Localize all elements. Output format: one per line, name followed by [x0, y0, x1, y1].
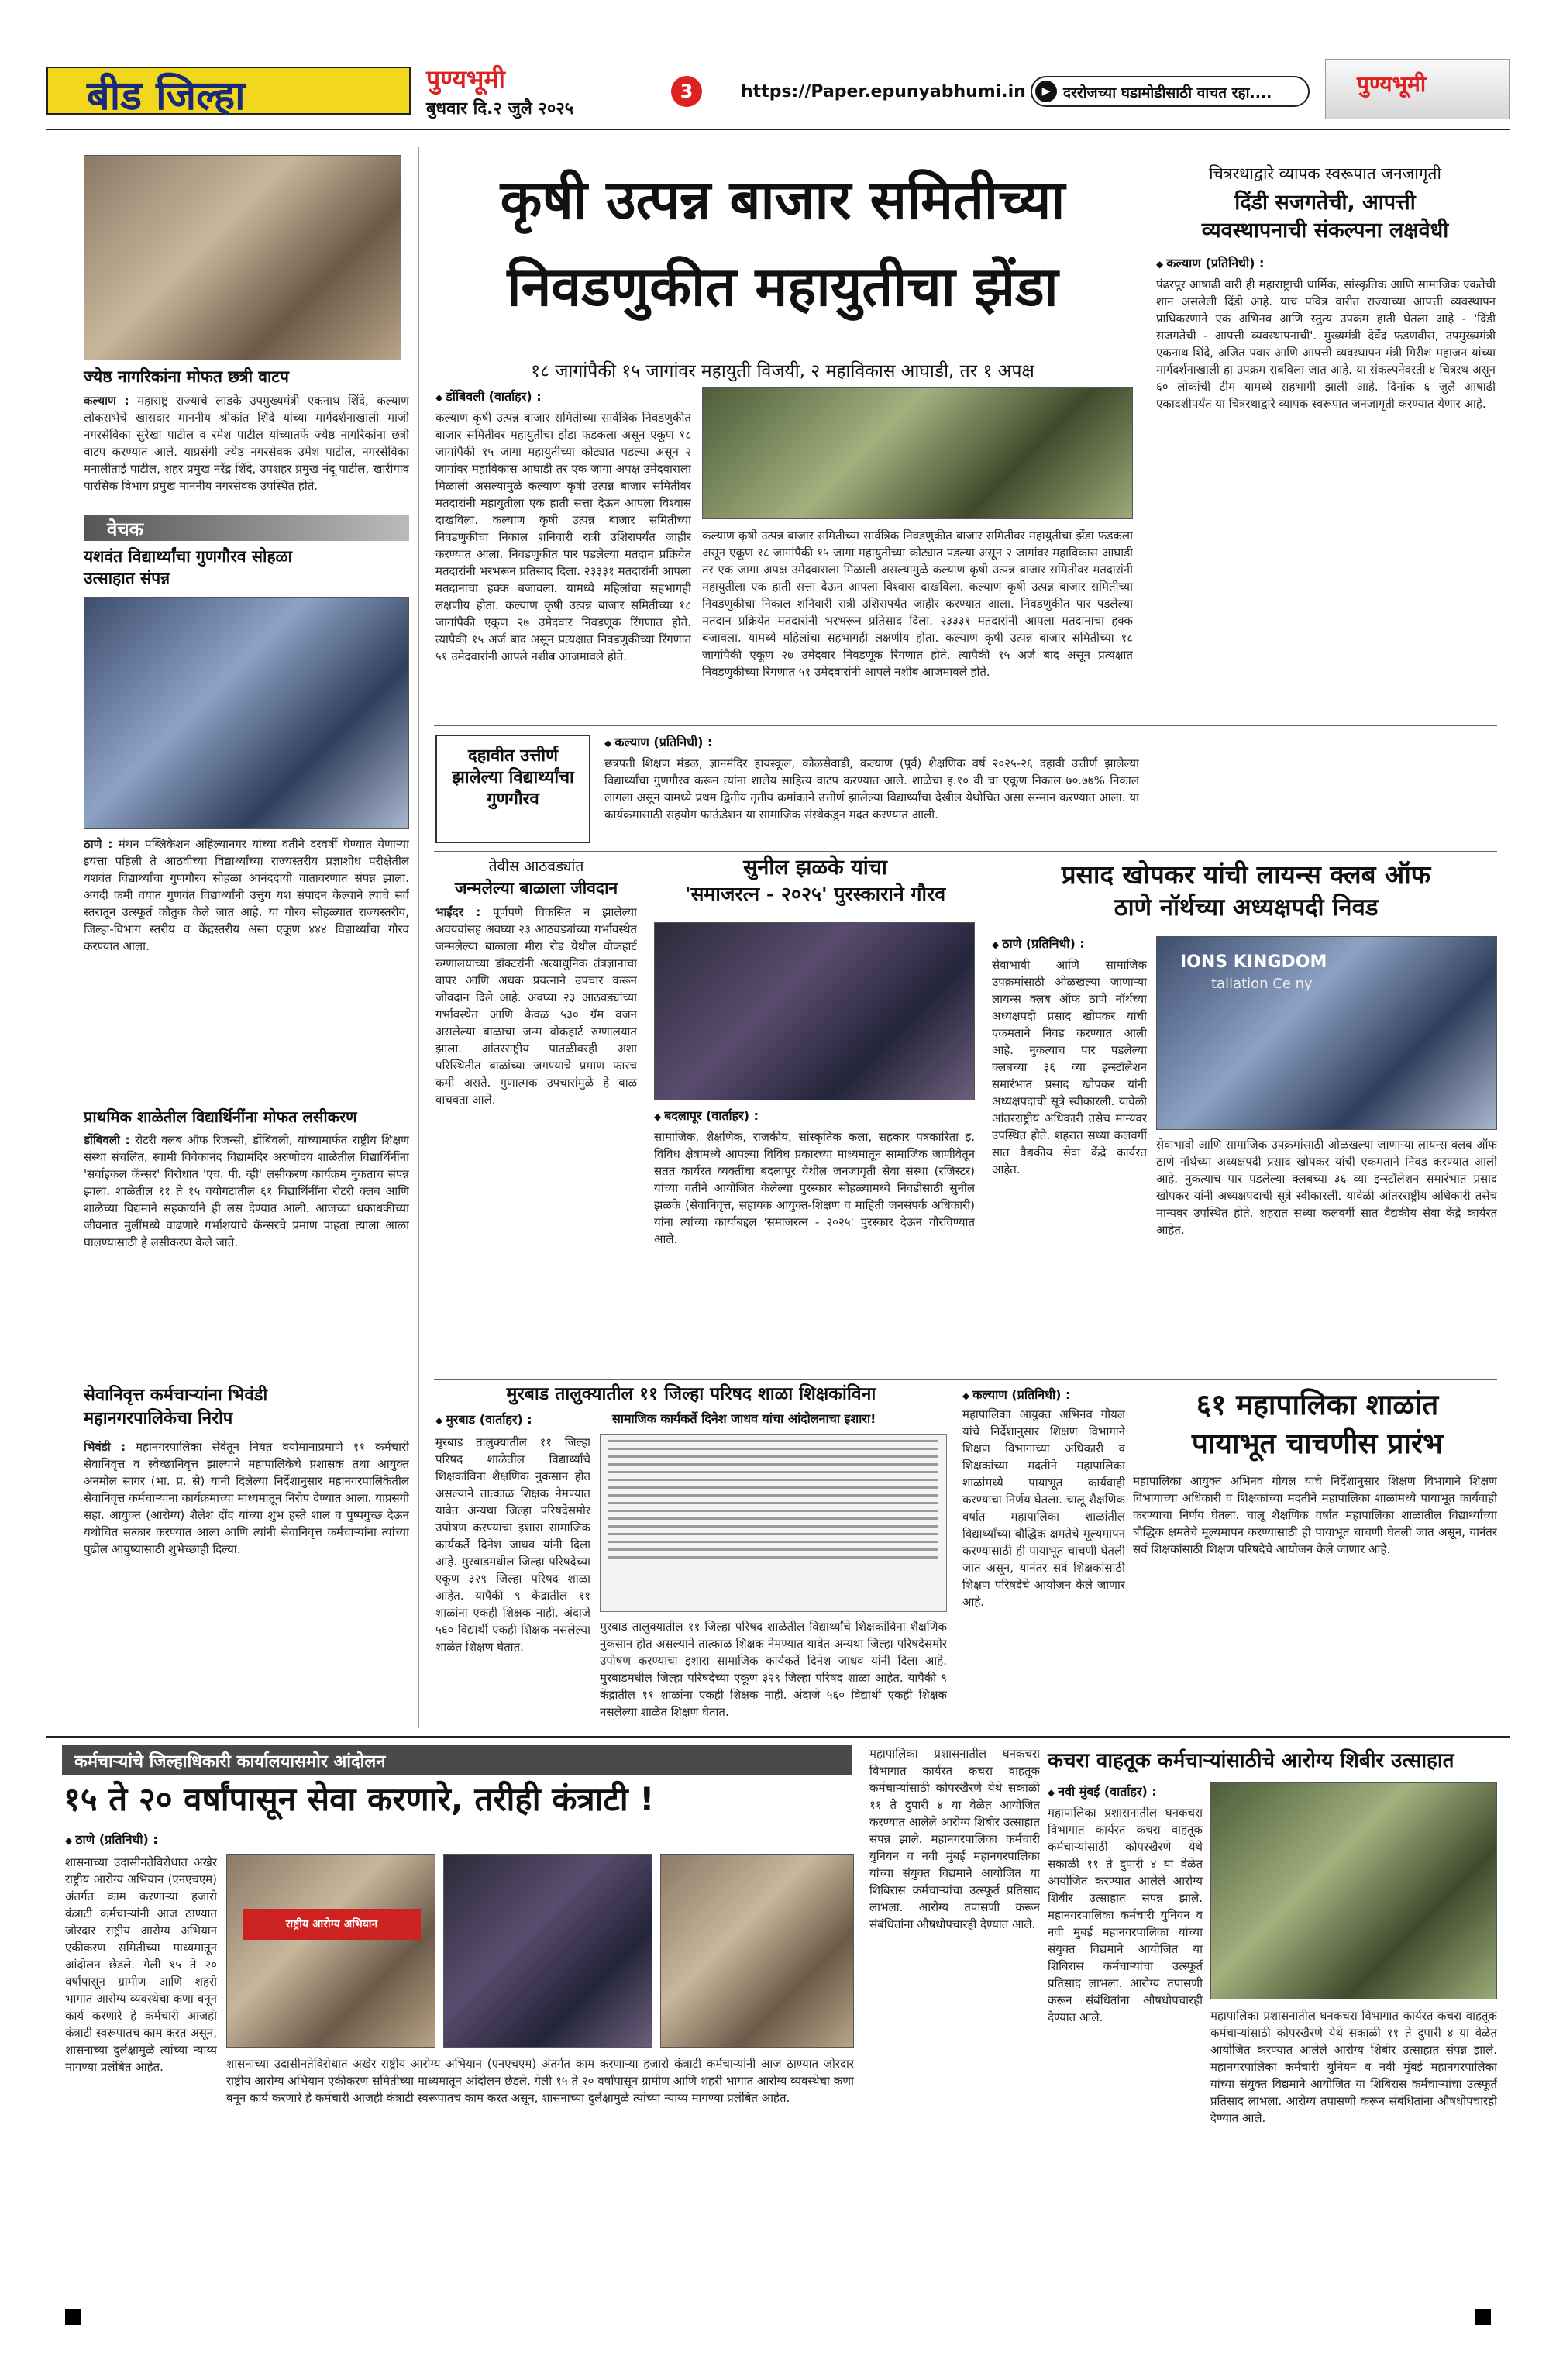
- umbrella-headline: ज्येष्ठ नागरिकांना मोफत छत्री वाटप: [84, 367, 289, 386]
- kachra-photo: [1210, 1782, 1497, 1999]
- masthead-rule: [46, 129, 1510, 130]
- bhiwandi-body: भिवंडी : महानगरपालिका सेवेतून नियत वयोमानाप्रमाणे ११ कर्मचारी सेवानिवृत्त व स्वेच्छानिवृत्त झाल्याने महापालिकेचे प्रशासक तथा आयुक्त अनमोल सागर (भा. प्र. से) यांनी दिलेल्या निर्देशानुसार महानगरपालिकेतील सेवानिवृत्त कर्मचाऱ्यांना कार्यक्रमाच्या माध्यमातून निरोप देण्यात आला. याप्रसंगी सहा. आयुक्त (आरोग्य) शैलेश दोंद यांच्या शुभ हस्ते शाल व पुष्पगुच्छ देऊन यथोचित सत्कार करण्यात आला आणि त्यांनी सेवानिवृत्त कर्मचाऱ्यांना त्यांच्या पुढील आयुष्यासाठी शुभेच्छाही दिल्या.: [84, 1440, 409, 1556]
- brand-right-name: पुण्यभूमी: [1357, 71, 1427, 97]
- samajratna-photo: [654, 922, 975, 1100]
- lions-body-2: सेवाभावी आणि सामाजिक उपक्रमांसाठी ओळखल्या जाणाऱ्या लायन्स क्लब ऑफ ठाणे नॉर्थच्या अध्यक्षपदी प्रसाद खोपकर यांची एकमताने निवड करण्यात आली आहे. नुकत्याच पार पडलेल्या क्लबच्या ३६ व्या इन्स्टॉलेशन समारंभात प्रसाद खोपकर यांनी अध्यक्षपदाची सूत्रे स्वीकारली. यावेळी आंतरराष्ट्रीय अधिकारी तसेच मान्यवर उपस्थित होते. शहरात सध्या कलवर्गी सात वैद्यकीय सेवा केंद्रे कार्यरत आहेत.: [1156, 1138, 1497, 1237]
- contract-dateline: ◆ ठाणे (प्रतिनिधी) :: [65, 1832, 158, 1847]
- play-icon: ▶: [1035, 81, 1057, 102]
- dindi-headline-2: व्यवस्थापनाची संकल्पना लक्षवेधी: [1201, 219, 1449, 243]
- lions-dateline: ◆ ठाणे (प्रतिनिधी) :: [992, 936, 1085, 951]
- krushi-dateline: ◆ डोंबिवली (वार्ताहर) :: [435, 389, 542, 404]
- website-link[interactable]: https://Paper.epunyabhumi.in: [741, 82, 1026, 102]
- lions-body-1: सेवाभावी आणि सामाजिक उपक्रमांसाठी ओळखल्या जाणाऱ्या लायन्स क्लब ऑफ ठाणे नॉर्थच्या अध्यक्षपदी प्रसाद खोपकर यांची एकमताने निवड करण्यात आली आहे. नुकत्याच पार पडलेल्या क्लबच्या ३६ व्या इन्स्टॉलेशन समारंभात प्रसाद खोपकर यांनी अध्यक्षपदाची सूत्रे स्वीकारली. यावेळी आंतरराष्ट्रीय अधिकारी तसेच मान्यवर उपस्थित होते. शहरात सध्या कलवर्गी सात वैद्यकीय सेवा केंद्रे कार्यरत आहेत.: [992, 958, 1147, 1176]
- tevis-body: भाईंदर : पूर्णपणे विकसित न झालेल्या अवयवांसह अवघ्या २३ आठवड्यांच्या गर्भावस्थेत जन्मलेल्या बाळाला मीरा रोड येथील वोकहार्ट रुग्णालयाच्या डॉक्टरांनी अत्याधुनिक तंत्रज्ञानाचा वापर आणि अथक प्रयत्नाने उपचार करून जीवदान दिले आहे. अवघ्या २३ आठवड्यांच्या गर्भावस्थेत आणि केवळ ५३० ग्रॅम वजन असलेल्या बाळाचा जन्म वोकहार्ट रुग्णालयात झाला. आंतरराष्ट्रीय पातळीवरही अशा परिस्थितीत बाळांच्या जगण्याचे प्रमाण फारच कमी असते. गुणात्मक उपचारांमुळे हे बाळ वाचवता आले.: [435, 905, 637, 1107]
- contract-body-1: शासनाच्या उदासीनतेविरोधात अखेर राष्ट्रीय आरोग्य अभियान (एनएचएम) अंतर्गत काम करणाऱ्या हजारो कंत्राटी कर्मचाऱ्यांनी आज ठाण्यात जोरदार राष्ट्रीय आरोग्य अभियान एकीकरण समितीच्या माध्यमातून आंदोलन छेडले. गेली १५ ते २० वर्षांपासून ग्रामीण आणि शहरी भागात आरोग्य व्यवस्थेचा कणा बनून कार्य करणारे हे कर्मचारी आजही कंत्राटी स्वरूपातच काम करत असून, शासनाच्या दुर्लक्षामुळे त्यांच्या न्याय्य मागण्या प्रलंबित आहेत.: [65, 1855, 217, 2074]
- krushi-subhead: १८ जागांपैकी १५ जागांवर महायुती विजयी, २ महाविकास आघाडी, तर १ अपक्ष: [531, 361, 1034, 381]
- dindi-dateline: ◆ कल्याण (प्रतिनिधी) :: [1156, 256, 1265, 270]
- ticker-bar: [1031, 76, 1310, 107]
- palika-headline-1: ६१ महापालिका शाळांत: [1196, 1388, 1439, 1421]
- samajratna-headline-1: सुनील झळके यांचा: [743, 856, 887, 880]
- bhiwandi-headline-1: सेवानिवृत्त कर्मचाऱ्यांना भिवंडी: [84, 1386, 268, 1405]
- registration-mark-left: [65, 2309, 81, 2325]
- krushi-body-continued: कल्याण कृषी उत्पन्न बाजार समितीच्या सार्वत्रिक निवडणुकीत बाजार समितीवर महायुतीचा झेंडा फडकला असून एकूण १८ जागांपैकी १५ जागा महायुतीच्या कोट्यात पडल्या असून २ जागांवर महाविकास आघाडी तर एक जागा अपक्ष उमेदवाराला मिळाली असल्यामुळे कल्याण कृषी उत्पन्न बाजार समितीवर मतदारांनी महायुतीला एक हाती सत्ता देऊन आपला विश्वास दाखविला. कल्याण कृषी उत्पन्न बाजार समितीच्या निवडणुकीचा निकाल शनिवारी रात्री उशिरापर्यंत जाहीर करण्यात आला. निवडणुकीत पार पडलेल्या मतदान प्रक्रियेत मतदारांनी भरभरून प्रतिसाद दिला. २३३३१ मतदारांनी आपला मतदानाचा हक्क बजावला. यामध्ये महिलांचा सहभागही लक्षणीय होता. कल्याण कृषी उत्पन्न बाजार समितीच्या १८ जागांपैकी एकूण २७ उमेदवार निवडणूक रिंगणात होते. त्यापैकी १५ अर्ज बाद असून प्रत्यक्षात निवडणुकीच्या रिंगणात ५१ उमेदवारांनी आपले नशीब आजमावले होते.: [702, 529, 1133, 679]
- cancer-headline: प्राथमिक शाळेतील विद्यार्थिनींना मोफत लसीकरण: [84, 1107, 357, 1126]
- vechak-label: वेचक: [84, 515, 409, 541]
- page-number: 3: [671, 76, 702, 107]
- dahavi-top-rule: [434, 725, 1497, 726]
- palika-body-1: महापालिका आयुक्त अभिनव गोयल यांचे निर्देशानुसार शिक्षण विभागाने शिक्षण विभागाच्या अधिकारी व शिक्षकांच्या मदतीने महापालिका शाळांमध्ये पायाभूत कार्यवाही करण्याचा निर्णय घेतला. चालू शैक्षणिक वर्षात महापालिका शाळांतील विद्यार्थ्यांच्या बौद्धिक क्षमतेचे मूल्यमापन करण्यासाठी ही पायाभूत चाचणी घेतली जात असून, यानंतर सर्व शिक्षकांसाठी शिक्षण परिषदेचे आयोजन केले जाणार आहे.: [962, 1407, 1125, 1609]
- dahavi-body: छत्रपती शिक्षण मंडळ, ज्ञानमंदिर हायस्कूल, कोळसेवाडी, कल्याण (पूर्व) शैक्षणिक वर्ष २०२५-२६ दहावी उत्तीर्ण झालेल्या विद्यार्थ्यांचा गुणगौरव करून त्यांना शालेय साहित्य वाटप करण्यात आले. शाळेचा इ.१० वी चा एकूण निकाल ७०.७७% निकाल लागला असून यामध्ये प्रथम द्वितीय तृतीय क्रमांकाने उत्तीर्ण झालेल्या विद्यार्थ्यांचा देखील येथोचित असा सन्मान करण्यात आला. या कार्यक्रमासाठी सहयोग फाऊंडेशन या सामाजिक संस्थेकडून मदत करण्यात आली.: [604, 756, 1139, 821]
- column-rule-left: [418, 147, 419, 1728]
- district-title: बीड जिल्हा: [87, 73, 246, 119]
- dindi-headline-1: दिंडी सजगतेची, आपत्ती: [1234, 191, 1416, 215]
- contract-photo-2: [443, 1854, 652, 2048]
- umbrella-body: कल्याण : महाराष्ट्र राज्याचे लाडके उपमुख्यमंत्री एकनाथ शिंदे, कल्याण लोकसभेचे खासदार माननीय श्रीकांत शिंदे यांच्या मार्गदर्शनाखाली माजी नगरसेविका सुरेखा पाटील व रमेश पाटील यांच्यातर्फे ज्येष्ठ नागरिकांना छत्री वाटप करण्यात आले. याप्रसंगी ज्येष्ठ नगरसेवक उमेश पाटील, नगरसेविका मनालीताई पाटील, शहर प्रमुख नरेंद्र शिंदे, उपशहर प्रमुख नंदू पाटील, खारीगाव पारसिक विभाग प्रमुख माननीय नगरसेवक उपस्थित होते.: [84, 394, 409, 493]
- contract-kicker-bar: कर्मचाऱ्यांचे जिल्हाधिकारी कार्यालयासमोर आंदोलन: [62, 1745, 852, 1775]
- bhiwandi-headline-2: महानगरपालिकेचा निरोप: [84, 1409, 233, 1428]
- dindi-kicker: चित्ररथाद्वारे व्यापक स्वरूपात जनजागृती: [1209, 164, 1441, 183]
- dahavi-dateline: ◆ कल्याण (प्रतिनिधी) :: [604, 735, 713, 749]
- dindi-body: पंढरपूर आषाढी वारी ही महाराष्ट्राची धार्मिक, सांस्कृतिक आणि सामाजिक एकतेची शान असलेली दिंडी आहे. याच पवित्र वारीत राज्याच्या आपत्ती व्यवस्थापन प्राधिकरणाने एक अभिनव आणि स्तुत्य उपक्रम हाती घेतला आहे - 'दिंडी सजगतेची - आपत्ती व्यवस्थापनाची'. मुख्यमंत्री देवेंद्र फडणवीस, उपमुख्यमंत्री एकनाथ शिंदे, अजित पवार आणि आपत्ती व्यवस्थापन मंत्री गिरीश महाजन यांच्या मार्गदर्शनाखाली हा उपक्रम राबविला जात आहे. या संकल्पनेवरती ४ चित्ररथ असून ६० लोकांची टीम यामध्ये सहभागी झाली आहे. दिनांक ६ जुलै आषाढी एकादशीपर्यंत या चित्ररथाद्वारे व्यापक स्वरूपात जनजागृती करण्यात येणार आहे.: [1156, 277, 1496, 411]
- contract-headline: १५ ते २० वर्षांपासून सेवा करणारे, तरीही कंत्राटी !: [64, 1780, 655, 1818]
- krushi-body: कल्याण कृषी उत्पन्न बाजार समितीच्या सार्वत्रिक निवडणुकीत बाजार समितीवर महायुतीचा झेंडा फडकला असून एकूण १८ जागांपैकी १५ जागा महायुतीच्या कोट्यात पडल्या असून २ जागांवर महाविकास आघाडी तर एक जागा अपक्ष उमेदवाराला मिळाली असल्यामुळे कल्याण कृषी उत्पन्न बाजार समितीवर मतदारांनी महायुतीला एक हाती सत्ता देऊन आपला विश्वास दाखविला. कल्याण कृषी उत्पन्न बाजार समितीच्या निवडणुकीचा निकाल शनिवारी रात्री उशिरापर्यंत जाहीर करण्यात आला. निवडणुकीत पार पडलेल्या मतदान प्रक्रियेत मतदारांनी भरभरून प्रतिसाद दिला. २३३३१ मतदारांनी आपला मतदानाचा हक्क बजावला. यामध्ये महिलांचा सहभागही लक्षणीय होता. कल्याण कृषी उत्पन्न बाजार समितीच्या १८ जागांपैकी एकूण २७ उमेदवार निवडणूक रिंगणात होते. त्यापैकी १५ अर्ज बाद असून प्रत्यक्षात निवडणुकीच्या रिंगणात ५१ उमेदवारांनी आपले नशीब आजमावले होते.: [435, 411, 691, 663]
- contract-body-2: शासनाच्या उदासीनतेविरोधात अखेर राष्ट्रीय आरोग्य अभियान (एनएचएम) अंतर्गत काम करणाऱ्या हजारो कंत्राटी कर्मचाऱ्यांनी आज ठाण्यात जोरदार राष्ट्रीय आरोग्य अभियान एकीकरण समितीच्या माध्यमातून आंदोलन छेडले. गेली १५ ते २० वर्षांपासून ग्रामीण आणि शहरी भागात आरोग्य व्यवस्थेचा कणा बनून कार्य करणारे हे कर्मचारी आजही कंत्राटी स्वरूपातच काम करत असून, शासनाच्या दुर्लक्षामुळे त्यांच्या न्याय्य मागण्या प्रलंबित आहेत.: [226, 2057, 854, 2105]
- murbad-top-rule: [434, 1379, 1497, 1380]
- palika-body-2: महापालिका आयुक्त अभिनव गोयल यांचे निर्देशानुसार शिक्षण विभागाने शिक्षण विभागाच्या अधिकारी व शिक्षकांच्या मदतीने महापालिका शाळांमध्ये पायाभूत कार्यवाही करण्याचा निर्णय घेतला. चालू शैक्षणिक वर्षात महापालिका शाळांतील विद्यार्थ्यांच्या बौद्धिक क्षमतेचे मूल्यमापन करण्यासाठी ही पायाभूत चाचणी घेतली जात असून, यानंतर सर्व शिक्षकांसाठी शिक्षण परिषदेचे आयोजन केले जाणार आहे.: [1133, 1474, 1497, 1556]
- murbad-dateline: ◆ मुरबाड (वार्ताहर) :: [435, 1412, 532, 1427]
- krushi-photo: [702, 387, 1133, 519]
- tevis-kicker: तेवीस आठवड्यांत: [488, 858, 584, 875]
- ticker-text: दररोजच्या घडामोडीसाठी वाचत रहा....: [1063, 84, 1272, 102]
- lions-photo: IONS KINGDOM tallation Ce ny: [1156, 936, 1497, 1130]
- middle-row-rule: [434, 851, 1497, 852]
- kachra-body-2: महापालिका प्रशासनातील घनकचरा विभागात कार्यरत कचरा वाहतूक कर्मचाऱ्यांसाठी कोपरखैरणे येथे सकाळी ११ ते दुपारी ४ या वेळेत आयोजित करण्यात आलेले आरोग्य शिबीर उत्साहात संपन्न झाले. महानगरपालिका कर्मचारी युनियन व नवी मुंबई महानगरपालिका यांच्या संयुक्त विद्यमाने आयोजित या शिबिरास कर्मचाऱ्यांचा उत्स्फूर्त प्रतिसाद लाभला. आरोग्य तपासणी करून संबंधितांना औषधोपचारही देण्यात आले.: [1210, 2009, 1497, 2125]
- kachra-dateline: ◆ नवी मुंबई (वार्ताहर) :: [1048, 1784, 1157, 1799]
- kachra-body-1: महापालिका प्रशासनातील घनकचरा विभागात कार्यरत कचरा वाहतूक कर्मचाऱ्यांसाठी कोपरखैरणे येथे सकाळी ११ ते दुपारी ४ या वेळेत आयोजित करण्यात आलेले आरोग्य शिबीर उत्साहात संपन्न झाले. महानगरपालिका कर्मचारी युनियन व नवी मुंबई महानगरपालिका यांच्या संयुक्त विद्यमाने आयोजित या शिबिरास कर्मचाऱ्यांचा उत्स्फूर्त प्रतिसाद लाभला. आरोग्य तपासणी करून संबंधितांना औषधोपचारही देण्यात आले.: [1048, 1806, 1203, 2024]
- tevis-headline: जन्मलेल्या बाळाला जीवदान: [454, 879, 618, 897]
- district-banner: [46, 67, 411, 119]
- brand-right-banner: [1325, 59, 1510, 119]
- dahavi-title-box: दहावीत उत्तीर्ण झालेल्या विद्यार्थ्यांचा गुणगौरव: [435, 735, 590, 843]
- kachra-body-lead: महापालिका प्रशासनातील घनकचरा विभागात कार्यरत कचरा वाहतूक कर्मचाऱ्यांसाठी कोपरखैरणे येथे सकाळी ११ ते दुपारी ४ या वेळेत आयोजित करण्यात आलेले आरोग्य शिबीर उत्साहात संपन्न झाले. महानगरपालिका कर्मचारी युनियन व नवी मुंबई महानगरपालिका यांच्या संयुक्त विद्यमाने आयोजित या शिबिरास कर्मचाऱ्यांचा उत्स्फूर्त प्रतिसाद लाभला. आरोग्य तपासणी करून संबंधितांना औषधोपचारही देण्यात आले.: [869, 1747, 1040, 1931]
- murbad-body-1: मुरबाड तालुक्यातील ११ जिल्हा परिषद शाळेतील विद्यार्थ्यांचे शिक्षकांविना शैक्षणिक नुकसान होत असल्याने तात्काळ शिक्षक नेमण्यात यावेत अन्यथा जिल्हा परिषदेसमोर उपोषण करण्याचा इशारा सामाजिक कार्यकर्ते दिनेश जाधव यांनी दिला आहे. मुरबाडमधील जिल्हा परिषदेच्या एकूण ३२९ जिल्हा परिषद शाळा आहेत. यापैकी ९ केंद्रातील ११ शाळांना एकही शिक्षक नाही. अंदाजे ५६० विद्यार्थी एकही शिक्षक नसलेल्या शाळेत शिक्षण घेतात.: [435, 1435, 590, 1654]
- contract-banner-text: राष्ट्रीय आरोग्य अभियान: [285, 1918, 378, 1931]
- bottom-section-rule: [46, 1736, 1510, 1738]
- samajratna-dateline: ◆ बदलापूर (वार्ताहर) :: [654, 1108, 759, 1123]
- cancer-body: डोंबिवली : रोटरी क्लब ऑफ रिजन्सी, डोंबिवली, यांच्यामार्फत राष्ट्रीय शिक्षण संस्था संचलित, स्वामी विवेकानंद विद्यामंदिर अरुणोदय शाळेतील विद्यार्थिनींना 'सर्वाइकल कॅन्सर' विरोधात 'एच. पी. व्ही' लसीकरण कार्यक्रम नुकताच संपन्न झाला. शाळेतील ११ ते १५ वयोगटातील ६१ विद्यार्थिनींना रोटरी क्लब आणि शाळेच्या विद्यमाने सहकार्याने ही लस देण्यात आली. आजच्या धकाधकीच्या जीवनात मुलींमध्ये वाढणारे गर्भाशयाचे कॅन्सरचे प्रमाण पाहता त्याला आळा घालण्यासाठी हे लसीकरण केले जाते.: [84, 1133, 409, 1249]
- murbad-headline: मुरबाड तालुक्यातील ११ जिल्हा परिषद शाळा शिक्षकांविना: [506, 1384, 876, 1404]
- paper-name: पुण्यभूमी: [426, 64, 505, 94]
- palika-headline-2: पायाभूत चाचणीस प्रारंभ: [1191, 1427, 1444, 1460]
- samajratna-body: सामाजिक, शैक्षणिक, राजकीय, सांस्कृतिक कला, सहकार पत्रकारिता इ. विविध क्षेत्रांमध्ये आपल्या विविध प्रकारच्या माध्यमातून सामाजिक जाणीवेतून सतत कार्यरत व्यक्तींचा बदलापूर येथील जनजागृती सेवा संस्था (रजिस्टर) यांच्या वतीने आयोजित केलेल्या पुरस्कार सोहळ्यामध्ये निवडीसाठी सुनील झळके (सेवानिवृत्त, सहायक आयुक्त-शिक्षण व माहिती जनसंपर्क अधिकारी) यांना त्यांच्या कार्याबद्दल 'समाजरत्न - २०२५' पुरस्कार देऊन गौरविण्यात आले.: [654, 1130, 975, 1246]
- lions-headline-1: प्रसाद खोपकर यांची लायन्स क्लब ऑफ: [1061, 859, 1431, 890]
- contract-photo-3: [660, 1854, 854, 2048]
- krushi-headline-2: निवडणुकीत महायुतीचा झेंडा: [507, 255, 1059, 319]
- paper-logo: [426, 62, 612, 95]
- palika-dateline: ◆ कल्याण (प्रतिनिधी) :: [962, 1387, 1071, 1402]
- date-line: बुधवार दि.२ जुलै २०२५: [426, 99, 574, 119]
- murbad-subhead: सामाजिक कार्यकर्ते दिनेश जाधव यांचा आंदोलनाचा इशारा!: [612, 1411, 876, 1426]
- kachra-headline: कचरा वाहतूक कर्मचाऱ्यांसाठीचे आरोग्य शिबीर उत्साहात: [1048, 1749, 1454, 1772]
- registration-mark-right: [1475, 2309, 1491, 2325]
- vechak-headline-1: यशवंत विद्यार्थ्यांचा गुणगौरव सोहळा: [84, 547, 293, 566]
- vechak-headline-2: उत्साहात संपन्न: [84, 569, 170, 587]
- masthead: [46, 59, 1510, 124]
- krushi-headline-1: कृषी उत्पन्न बाजार समितीच्या: [500, 168, 1065, 232]
- umbrella-photo: [84, 155, 401, 360]
- vechak-body: ठाणे : मंथन पब्लिकेशन अहिल्यानगर यांच्या वतीने दरवर्षी घेण्यात येणाऱ्या इयत्ता पहिली ते आठवीच्या विद्यार्थ्यांच्या राज्यस्तरीय प्रज्ञाशोध परीक्षेतील यशवंत विद्यार्थ्यांचा गुणगौरव सोहळा आनंददायी वातावरणात संपन्न झाला. अगदी कमी वयात गुणवंत विद्यार्थ्यांनी उत्तुंग यश संपादन केल्याने त्यांचे सर्व स्तरातून उत्स्फूर्त कौतुक केले जात आहे. या गौरव सोहळ्यात राज्यस्तरीय, जिल्हा-विभाग स्तरीय व केंद्रस्तरीय असा एकूण ४४४ विद्यार्थ्यांचा गौरव करण्यात आला.: [84, 837, 409, 953]
- lions-headline-2: ठाणे नॉर्थच्या अध्यक्षपदी निवड: [1114, 894, 1379, 921]
- vechak-photo: [84, 597, 409, 829]
- murbad-document: [600, 1434, 947, 1612]
- murbad-body-2: मुरबाड तालुक्यातील ११ जिल्हा परिषद शाळेतील विद्यार्थ्यांचे शिक्षकांविना शैक्षणिक नुकसान होत असल्याने तात्काळ शिक्षक नेमण्यात यावेत अन्यथा जिल्हा परिषदेसमोर उपोषण करण्याचा इशारा सामाजिक कार्यकर्ते दिनेश जाधव यांनी दिला आहे. मुरबाडमधील जिल्हा परिषदेच्या एकूण ३२९ जिल्हा परिषद शाळा आहेत. यापैकी ९ केंद्रातील ११ शाळांना एकही शिक्षक नाही. अंदाजे ५६० विद्यार्थी एकही शिक्षक नसलेल्या शाळेत शिक्षण घेतात.: [600, 1620, 947, 1719]
- contract-photo-1: [226, 1854, 435, 2048]
- samajratna-headline-2: 'समाजरत्न - २०२५' पुरस्काराने गौरव: [684, 883, 946, 905]
